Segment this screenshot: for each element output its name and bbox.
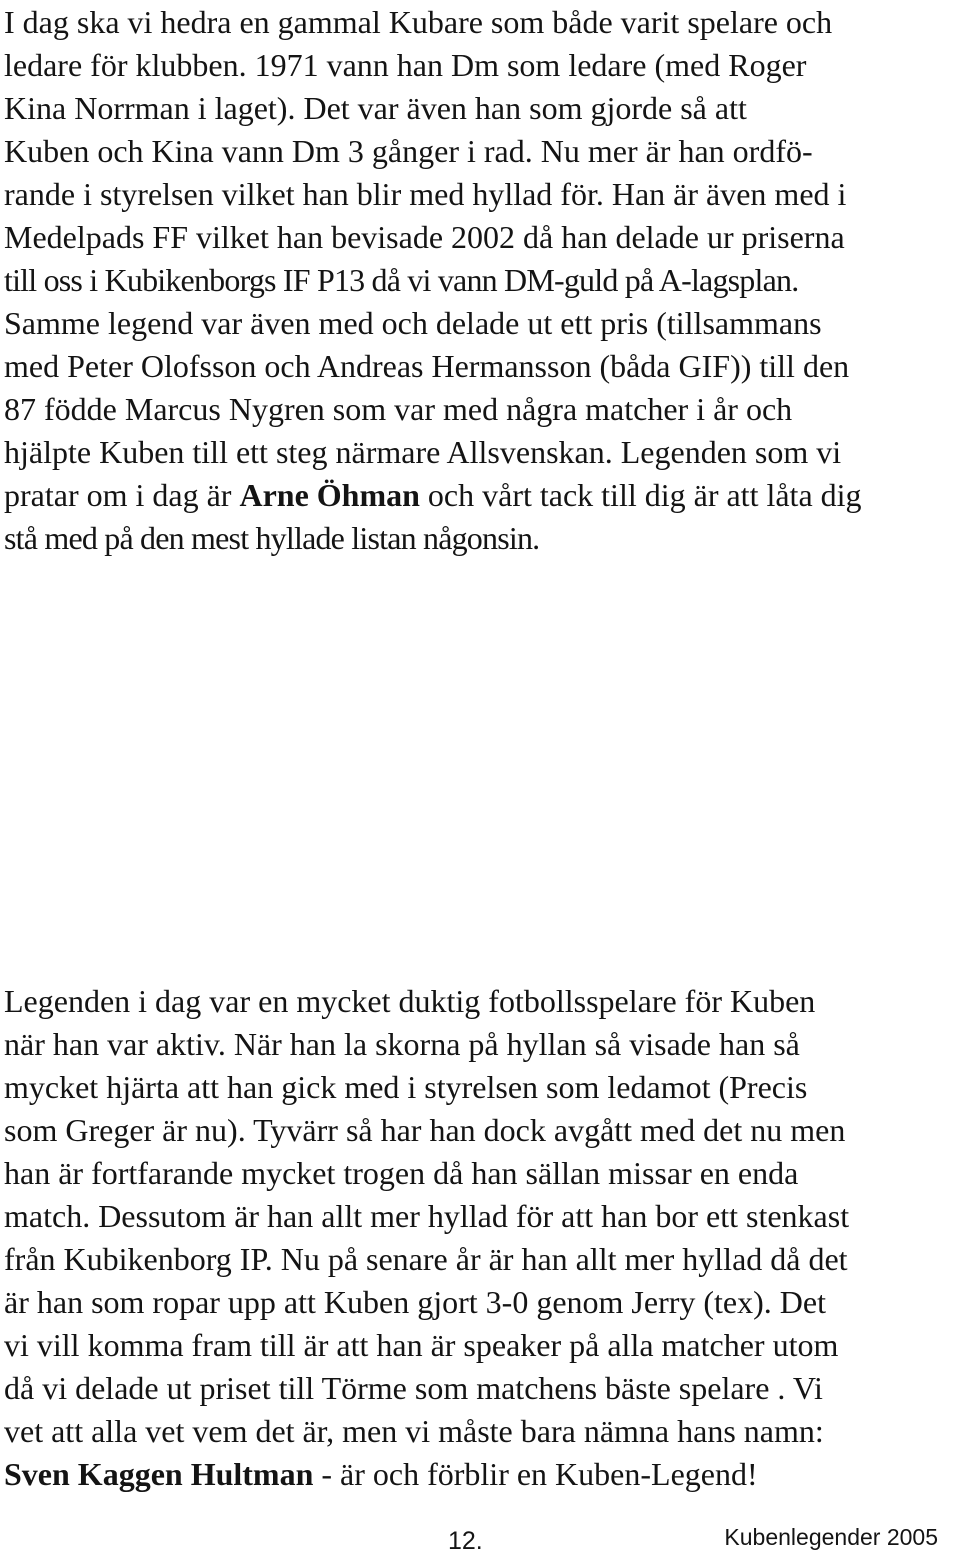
text-line: till oss i Kubikenborgs IF P13 då vi vann DM-guld på A-lagsplan. bbox=[4, 262, 799, 298]
publication-title: Kubenlegender 2005 bbox=[724, 1524, 938, 1550]
text-line: Sven Kaggen Hultman - är och förblir en Kuben-Legend! bbox=[4, 1456, 758, 1492]
legend-name: Arne Öhman bbox=[239, 477, 420, 513]
text-line: Kina Norrman i laget). Det var även han som gjorde så att bbox=[4, 90, 747, 126]
text-line: I dag ska vi hedra en gammal Kubare som både varit spelare och bbox=[4, 4, 833, 40]
page-number: 12. bbox=[448, 1527, 483, 1555]
text-line: med Peter Olofsson och Andreas Hermansson (båda GIF)) till den bbox=[4, 348, 850, 384]
text-line: Medelpads FF vilket han bevisade 2002 då han delade ur priserna bbox=[4, 219, 845, 255]
text-line: då vi delade ut priset till Törme som matchens bäste spelare . Vi bbox=[4, 1370, 823, 1406]
text-line: stå med på den mest hyllade listan någonsin. bbox=[4, 520, 540, 556]
text-line: är han som ropar upp att Kuben gjort 3-0 genom Jerry (tex). Det bbox=[4, 1284, 826, 1320]
text-line: Kuben och Kina vann Dm 3 gånger i rad. Nu mer är han ordfö- bbox=[4, 133, 813, 169]
text-line: Samme legend var även med och delade ut ett pris (tillsammans bbox=[4, 305, 822, 341]
text-line: mycket hjärta att han gick med i styrelsen som ledamot (Precis bbox=[4, 1069, 808, 1105]
text-line: 87 födde Marcus Nygren som var med några matcher i år och bbox=[4, 391, 793, 427]
text-line: hjälpte Kuben till ett steg närmare Allsvenskan. Legenden som vi bbox=[4, 434, 842, 470]
text-line: som Greger är nu). Tyvärr så har han dock avgått med det nu men bbox=[4, 1112, 846, 1148]
text-line: han är fortfarande mycket trogen då han sällan missar en enda bbox=[4, 1155, 799, 1191]
text-line: vi vill komma fram till är att han är speaker på alla matcher utom bbox=[4, 1327, 839, 1363]
text-line: från Kubikenborg IP. Nu på senare år är han allt mer hyllad då det bbox=[4, 1241, 848, 1277]
text-line: ledare för klubben. 1971 vann han Dm som ledare (med Roger bbox=[4, 47, 807, 83]
text-line: Legenden i dag var en mycket duktig fotbollsspelare för Kuben bbox=[4, 983, 816, 1019]
text-line: match. Dessutom är han allt mer hyllad för att han bor ett stenkast bbox=[4, 1198, 850, 1234]
text-line: rande i styrelsen vilket han blir med hyllad för. Han är även med i bbox=[4, 176, 847, 212]
text-line: när han var aktiv. När han la skorna på hyllan så visade han så bbox=[4, 1026, 800, 1062]
text-line: vet att alla vet vem det är, men vi måste bara nämna hans namn: bbox=[4, 1413, 824, 1449]
legend-name: Sven Kaggen Hultman bbox=[4, 1456, 314, 1492]
text-line: pratar om i dag är Arne Öhman och vårt tack till dig är att låta dig bbox=[4, 477, 862, 513]
